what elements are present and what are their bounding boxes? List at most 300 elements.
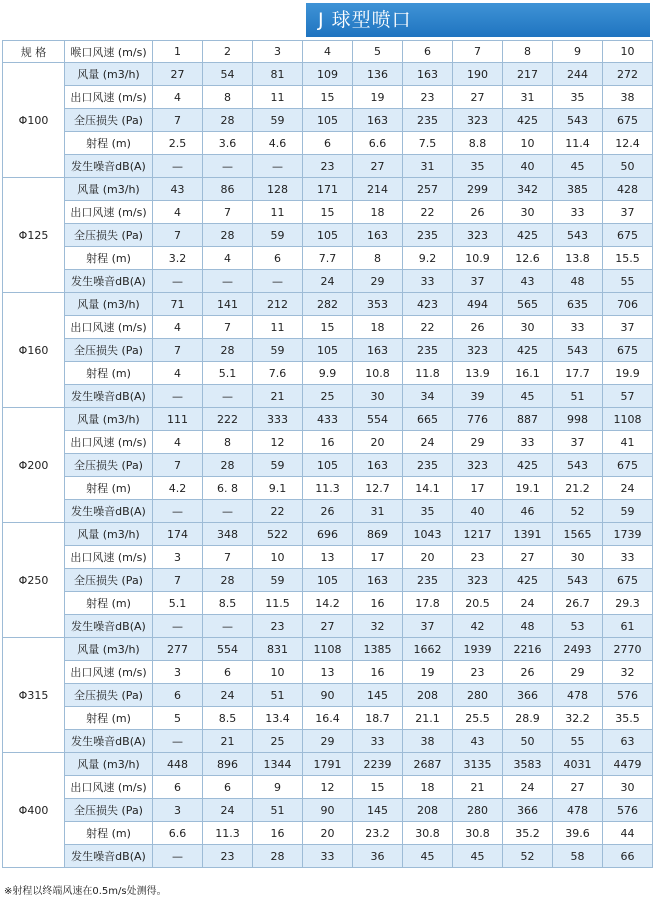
value-cell: 163: [403, 63, 453, 86]
value-cell: 26: [303, 500, 353, 523]
table-row: [3, 730, 653, 753]
value-cell: 1344: [253, 753, 303, 776]
table-row: [3, 109, 653, 132]
value-cell: 7.5: [403, 132, 453, 155]
value-cell: 71: [153, 293, 203, 316]
value-cell: 11: [253, 201, 303, 224]
value-cell: 12: [253, 431, 303, 454]
value-cell: 43: [453, 730, 503, 753]
value-cell: 46: [503, 500, 553, 523]
row-label: 风量 (m3/h): [65, 408, 153, 431]
value-cell: 15: [353, 776, 403, 799]
row-label: 风量 (m3/h): [65, 293, 153, 316]
value-cell: 21.2: [553, 477, 603, 500]
value-cell: 27: [553, 776, 603, 799]
value-cell: 39: [453, 385, 503, 408]
value-cell: 26: [453, 316, 503, 339]
value-cell: 28: [203, 224, 253, 247]
value-cell: 28.9: [503, 707, 553, 730]
value-cell: 23: [203, 845, 253, 868]
value-cell: 4: [153, 316, 203, 339]
table-row: [3, 753, 653, 776]
value-cell: 7: [203, 201, 253, 224]
value-cell: 90: [303, 684, 353, 707]
value-cell: 22: [403, 316, 453, 339]
row-label: 风量 (m3/h): [65, 523, 153, 546]
value-cell: 675: [603, 339, 653, 362]
value-cell: 37: [403, 615, 453, 638]
value-cell: 22: [403, 201, 453, 224]
value-cell: 24: [303, 270, 353, 293]
value-cell: 13: [303, 546, 353, 569]
value-cell: 40: [453, 500, 503, 523]
value-cell: 385: [553, 178, 603, 201]
value-cell: 128: [253, 178, 303, 201]
value-cell: 18: [353, 201, 403, 224]
value-cell: 28: [203, 454, 253, 477]
value-cell: 2770: [603, 638, 653, 661]
table-row: [3, 63, 653, 86]
value-cell: —: [153, 385, 203, 408]
table-row: [3, 293, 653, 316]
row-label: 射程 (m): [65, 592, 153, 615]
value-cell: 41: [603, 431, 653, 454]
value-cell: 26.7: [553, 592, 603, 615]
value-cell: 6. 8: [203, 477, 253, 500]
value-cell: 28: [203, 109, 253, 132]
value-cell: 145: [353, 799, 403, 822]
value-cell: 998: [553, 408, 603, 431]
table-row: [3, 132, 653, 155]
value-cell: 190: [453, 63, 503, 86]
value-cell: 16: [353, 661, 403, 684]
value-cell: 25: [303, 385, 353, 408]
value-cell: 21: [203, 730, 253, 753]
row-label: 射程 (m): [65, 822, 153, 845]
value-cell: 12.6: [503, 247, 553, 270]
value-cell: 478: [553, 799, 603, 822]
value-cell: 16: [303, 431, 353, 454]
value-cell: —: [253, 270, 303, 293]
header-row: [3, 41, 653, 63]
value-cell: 323: [453, 339, 503, 362]
value-cell: 3.6: [203, 132, 253, 155]
value-cell: 90: [303, 799, 353, 822]
value-cell: 23.2: [353, 822, 403, 845]
value-cell: 13.8: [553, 247, 603, 270]
value-cell: 23: [253, 615, 303, 638]
table-row: [3, 776, 653, 799]
value-cell: 10.9: [453, 247, 503, 270]
value-cell: 323: [453, 109, 503, 132]
value-cell: 257: [403, 178, 453, 201]
value-cell: 105: [303, 109, 353, 132]
value-cell: 45: [453, 845, 503, 868]
value-cell: 425: [503, 339, 553, 362]
table-row: [3, 454, 653, 477]
value-cell: 7: [153, 339, 203, 362]
value-cell: 30: [353, 385, 403, 408]
value-cell: 17.8: [403, 592, 453, 615]
value-cell: 4: [153, 201, 203, 224]
value-cell: 1217: [453, 523, 503, 546]
value-cell: 30.8: [403, 822, 453, 845]
value-cell: 9.9: [303, 362, 353, 385]
value-cell: 6: [203, 661, 253, 684]
value-cell: 33: [603, 546, 653, 569]
speed-header: 喉口风速 (m/s): [65, 41, 153, 63]
value-cell: 366: [503, 684, 553, 707]
value-cell: 43: [153, 178, 203, 201]
table-row: [3, 707, 653, 730]
value-cell: 423: [403, 293, 453, 316]
value-cell: 45: [403, 845, 453, 868]
value-cell: 19.1: [503, 477, 553, 500]
value-cell: 24: [203, 684, 253, 707]
value-cell: 522: [253, 523, 303, 546]
table-row: [3, 362, 653, 385]
value-cell: 163: [353, 339, 403, 362]
model-cell: Φ160: [3, 293, 65, 408]
value-cell: —: [203, 500, 253, 523]
value-cell: 11.5: [253, 592, 303, 615]
value-cell: 208: [403, 799, 453, 822]
value-cell: 212: [253, 293, 303, 316]
value-cell: 57: [603, 385, 653, 408]
value-cell: 48: [553, 270, 603, 293]
value-cell: 105: [303, 454, 353, 477]
value-cell: 6.6: [353, 132, 403, 155]
value-cell: 105: [303, 569, 353, 592]
table-row: [3, 500, 653, 523]
value-cell: 8: [203, 86, 253, 109]
value-cell: 43: [503, 270, 553, 293]
value-cell: 1391: [503, 523, 553, 546]
value-cell: 8: [203, 431, 253, 454]
value-cell: 543: [553, 339, 603, 362]
value-cell: 543: [553, 224, 603, 247]
value-cell: 40: [503, 155, 553, 178]
value-cell: 5.1: [153, 592, 203, 615]
value-cell: 30: [553, 546, 603, 569]
model-cell: Φ400: [3, 753, 65, 868]
value-cell: 635: [553, 293, 603, 316]
value-cell: 665: [403, 408, 453, 431]
row-label: 风量 (m3/h): [65, 753, 153, 776]
row-label: 全压损失 (Pa): [65, 799, 153, 822]
row-label: 全压损失 (Pa): [65, 454, 153, 477]
row-label: 出口风速 (m/s): [65, 661, 153, 684]
table-row: [3, 546, 653, 569]
value-cell: 3: [153, 799, 203, 822]
speed-col-header: 7: [453, 41, 503, 63]
value-cell: 1739: [603, 523, 653, 546]
value-cell: 21.1: [403, 707, 453, 730]
value-cell: 16: [353, 592, 403, 615]
value-cell: 24: [203, 799, 253, 822]
value-cell: 235: [403, 339, 453, 362]
row-label: 出口风速 (m/s): [65, 86, 153, 109]
value-cell: 24: [603, 477, 653, 500]
value-cell: 342: [503, 178, 553, 201]
value-cell: 63: [603, 730, 653, 753]
row-label: 发生噪音dB(A): [65, 845, 153, 868]
value-cell: 163: [353, 454, 403, 477]
table-row: [3, 339, 653, 362]
row-label: 风量 (m3/h): [65, 178, 153, 201]
value-cell: 5: [153, 707, 203, 730]
value-cell: 244: [553, 63, 603, 86]
value-cell: 55: [553, 730, 603, 753]
value-cell: —: [203, 270, 253, 293]
row-label: 全压损失 (Pa): [65, 569, 153, 592]
value-cell: 33: [553, 201, 603, 224]
row-label: 风量 (m3/h): [65, 638, 153, 661]
value-cell: 105: [303, 339, 353, 362]
table-row: [3, 155, 653, 178]
speed-col-header: 10: [603, 41, 653, 63]
value-cell: 17.7: [553, 362, 603, 385]
value-cell: —: [153, 270, 203, 293]
value-cell: 44: [603, 822, 653, 845]
value-cell: 6: [253, 247, 303, 270]
value-cell: 17: [353, 546, 403, 569]
value-cell: 27: [353, 155, 403, 178]
value-cell: 2687: [403, 753, 453, 776]
value-cell: 35.5: [603, 707, 653, 730]
value-cell: 54: [203, 63, 253, 86]
value-cell: 9: [253, 776, 303, 799]
value-cell: 696: [303, 523, 353, 546]
value-cell: 323: [453, 454, 503, 477]
value-cell: 59: [253, 224, 303, 247]
value-cell: 163: [353, 569, 403, 592]
value-cell: 15: [303, 201, 353, 224]
value-cell: 896: [203, 753, 253, 776]
value-cell: 11.8: [403, 362, 453, 385]
value-cell: 1791: [303, 753, 353, 776]
value-cell: 235: [403, 224, 453, 247]
value-cell: 428: [603, 178, 653, 201]
value-cell: 23: [453, 546, 503, 569]
speed-col-header: 9: [553, 41, 603, 63]
row-label: 出口风速 (m/s): [65, 546, 153, 569]
value-cell: 3583: [503, 753, 553, 776]
spec-header: 规 格: [3, 41, 65, 63]
value-cell: 675: [603, 454, 653, 477]
value-cell: 3.2: [153, 247, 203, 270]
model-cell: Φ250: [3, 523, 65, 638]
speed-col-header: 3: [253, 41, 303, 63]
table-row: [3, 684, 653, 707]
value-cell: 7: [153, 109, 203, 132]
value-cell: 4.6: [253, 132, 303, 155]
value-cell: 1662: [403, 638, 453, 661]
value-cell: 18.7: [353, 707, 403, 730]
value-cell: 23: [453, 661, 503, 684]
value-cell: 235: [403, 569, 453, 592]
value-cell: 59: [253, 569, 303, 592]
value-cell: 776: [453, 408, 503, 431]
value-cell: 9.1: [253, 477, 303, 500]
value-cell: 26: [503, 661, 553, 684]
value-cell: 7: [203, 316, 253, 339]
value-cell: 277: [153, 638, 203, 661]
value-cell: 33: [503, 431, 553, 454]
value-cell: 11.3: [303, 477, 353, 500]
value-cell: 4: [153, 362, 203, 385]
value-cell: —: [153, 845, 203, 868]
value-cell: 1108: [603, 408, 653, 431]
value-cell: 18: [403, 776, 453, 799]
value-cell: 51: [553, 385, 603, 408]
value-cell: 36: [353, 845, 403, 868]
speed-col-header: 8: [503, 41, 553, 63]
value-cell: 37: [453, 270, 503, 293]
table-row: [3, 201, 653, 224]
value-cell: 7: [203, 546, 253, 569]
model-cell: Φ315: [3, 638, 65, 753]
value-cell: 30: [603, 776, 653, 799]
model-cell: Φ125: [3, 178, 65, 293]
value-cell: 28: [203, 339, 253, 362]
value-cell: 1939: [453, 638, 503, 661]
value-cell: 13.4: [253, 707, 303, 730]
value-cell: 37: [553, 431, 603, 454]
value-cell: 706: [603, 293, 653, 316]
value-cell: 27: [303, 615, 353, 638]
value-cell: 19: [353, 86, 403, 109]
value-cell: 887: [503, 408, 553, 431]
value-cell: 145: [353, 684, 403, 707]
value-cell: 53: [553, 615, 603, 638]
value-cell: 21: [453, 776, 503, 799]
value-cell: 3135: [453, 753, 503, 776]
table-row: [3, 523, 653, 546]
value-cell: 433: [303, 408, 353, 431]
value-cell: 425: [503, 454, 553, 477]
speed-col-header: 6: [403, 41, 453, 63]
value-cell: 8: [353, 247, 403, 270]
value-cell: 58: [553, 845, 603, 868]
value-cell: 171: [303, 178, 353, 201]
value-cell: 272: [603, 63, 653, 86]
value-cell: 19: [403, 661, 453, 684]
value-cell: 59: [603, 500, 653, 523]
value-cell: —: [153, 730, 203, 753]
value-cell: 105: [303, 224, 353, 247]
value-cell: 222: [203, 408, 253, 431]
row-label: 射程 (m): [65, 132, 153, 155]
value-cell: 425: [503, 569, 553, 592]
model-cell: Φ200: [3, 408, 65, 523]
value-cell: 33: [353, 730, 403, 753]
value-cell: 25.5: [453, 707, 503, 730]
value-cell: 50: [503, 730, 553, 753]
value-cell: 31: [503, 86, 553, 109]
value-cell: 6: [153, 684, 203, 707]
value-cell: 565: [503, 293, 553, 316]
value-cell: 14.1: [403, 477, 453, 500]
value-cell: 24: [403, 431, 453, 454]
value-cell: 11.4: [553, 132, 603, 155]
spec-table: [2, 40, 653, 868]
value-cell: 37: [603, 201, 653, 224]
value-cell: 51: [253, 799, 303, 822]
model-cell: Φ100: [3, 63, 65, 178]
value-cell: 16.1: [503, 362, 553, 385]
value-cell: 59: [253, 454, 303, 477]
value-cell: 20: [353, 431, 403, 454]
value-cell: 25: [253, 730, 303, 753]
table-row: [3, 661, 653, 684]
value-cell: 14.2: [303, 592, 353, 615]
value-cell: 81: [253, 63, 303, 86]
value-cell: 543: [553, 454, 603, 477]
value-cell: 48: [503, 615, 553, 638]
value-cell: 35: [553, 86, 603, 109]
row-label: 射程 (m): [65, 477, 153, 500]
table-row: [3, 638, 653, 661]
value-cell: —: [203, 155, 253, 178]
value-cell: 10: [503, 132, 553, 155]
value-cell: 33: [303, 845, 353, 868]
row-label: 全压损失 (Pa): [65, 109, 153, 132]
value-cell: 50: [603, 155, 653, 178]
value-cell: 28: [253, 845, 303, 868]
value-cell: 7.6: [253, 362, 303, 385]
value-cell: —: [153, 615, 203, 638]
footnote: ※射程以终端风速在0.5m/s处测得。: [4, 886, 167, 897]
value-cell: 26: [453, 201, 503, 224]
table-row: [3, 569, 653, 592]
value-cell: 55: [603, 270, 653, 293]
speed-col-header: 1: [153, 41, 203, 63]
value-cell: 11: [253, 316, 303, 339]
value-cell: 4: [153, 86, 203, 109]
table-row: [3, 224, 653, 247]
row-label: 出口风速 (m/s): [65, 431, 153, 454]
value-cell: 217: [503, 63, 553, 86]
value-cell: 59: [253, 339, 303, 362]
value-cell: 20.5: [453, 592, 503, 615]
value-cell: 17: [453, 477, 503, 500]
value-cell: 299: [453, 178, 503, 201]
value-cell: 30.8: [453, 822, 503, 845]
value-cell: 543: [553, 569, 603, 592]
value-cell: 32.2: [553, 707, 603, 730]
row-label: 射程 (m): [65, 247, 153, 270]
value-cell: 1565: [553, 523, 603, 546]
value-cell: 323: [453, 569, 503, 592]
table-row: [3, 845, 653, 868]
speed-col-header: 2: [203, 41, 253, 63]
value-cell: 280: [453, 799, 503, 822]
value-cell: 32: [603, 661, 653, 684]
row-label: 全压损失 (Pa): [65, 684, 153, 707]
row-label: 发生噪音dB(A): [65, 155, 153, 178]
value-cell: 22: [253, 500, 303, 523]
value-cell: 11.3: [203, 822, 253, 845]
value-cell: 42: [453, 615, 503, 638]
value-cell: —: [153, 155, 203, 178]
row-label: 全压损失 (Pa): [65, 224, 153, 247]
value-cell: 8.8: [453, 132, 503, 155]
table-row: [3, 316, 653, 339]
value-cell: 10: [253, 661, 303, 684]
value-cell: 10.8: [353, 362, 403, 385]
table-row: [3, 431, 653, 454]
